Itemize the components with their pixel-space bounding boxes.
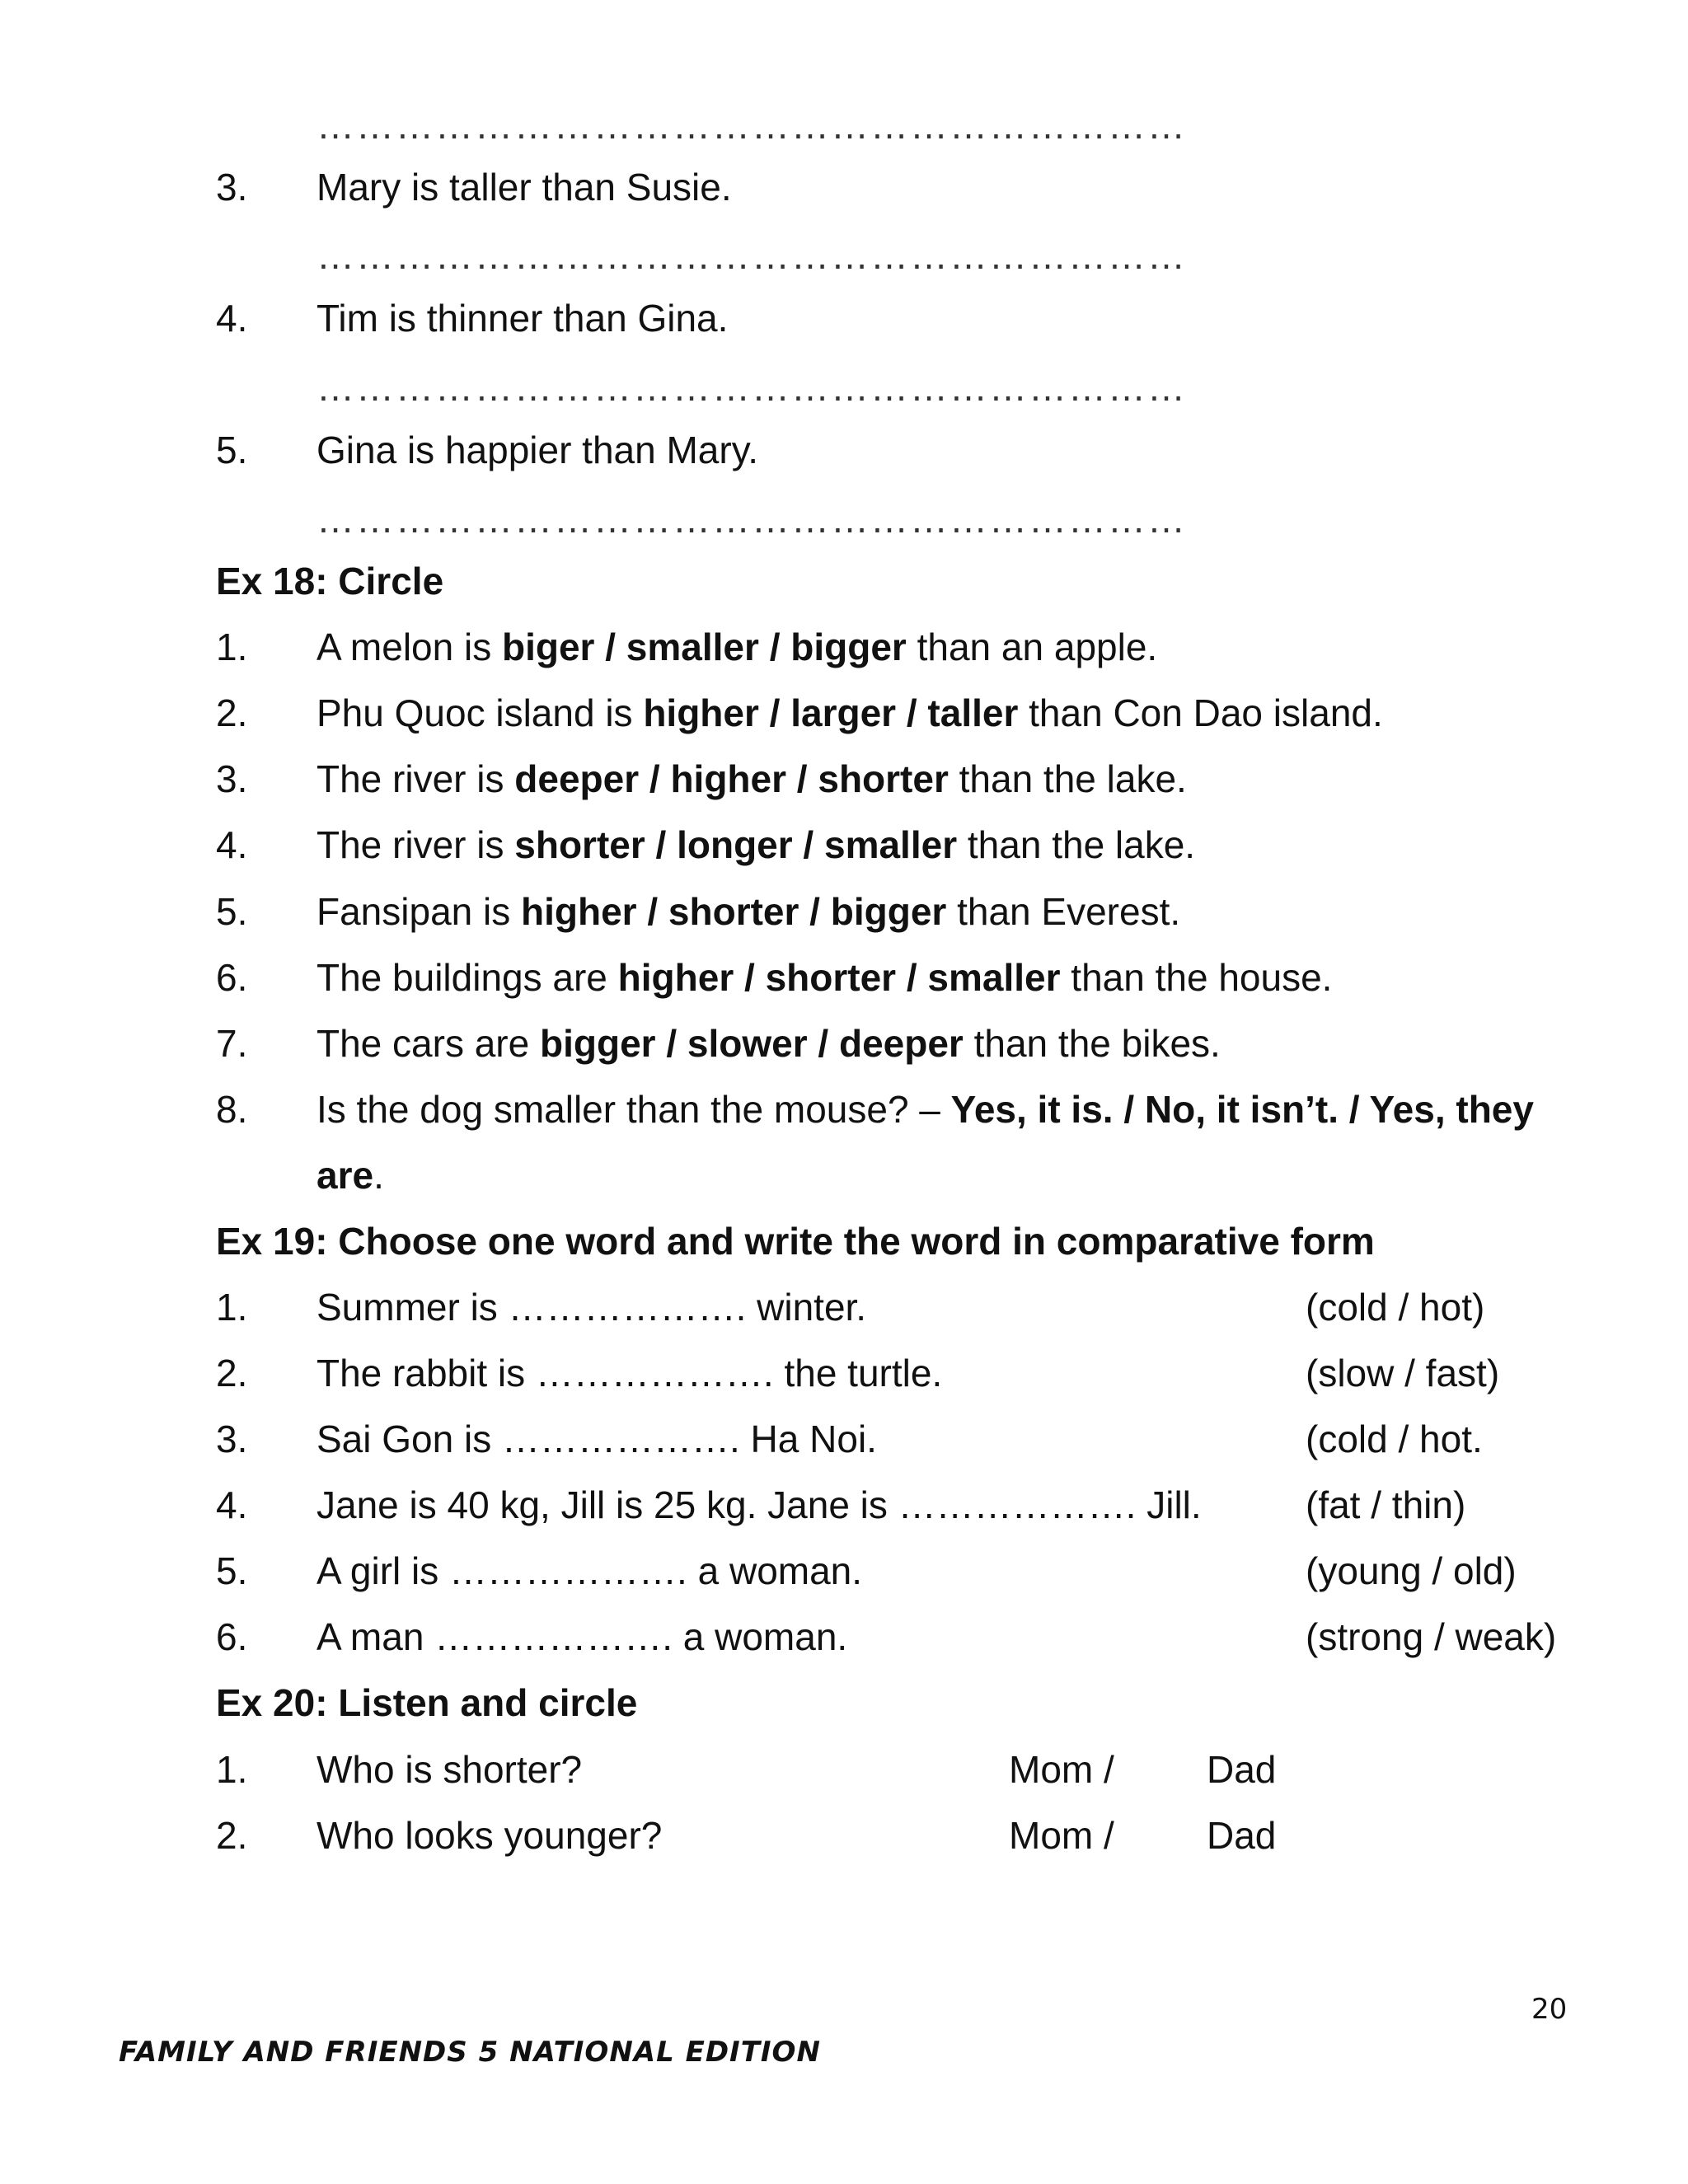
item-number: 6. xyxy=(216,1615,248,1658)
fill-blank-sentence[interactable]: A man ………………. a woman. xyxy=(316,1615,848,1658)
question: Who looks younger? xyxy=(316,1814,663,1857)
sentence-end: than an apple. xyxy=(906,626,1158,668)
sentence: Tim is thinner than Gina. xyxy=(316,297,729,340)
sentence-start: The cars are xyxy=(316,1022,540,1065)
item-number: 4. xyxy=(216,297,248,340)
sentence-end: than the house. xyxy=(1060,956,1333,999)
ex18-item-5 xyxy=(316,888,1180,935)
sentence-end: than the lake. xyxy=(948,757,1187,800)
ex20-heading: Ex 20: Listen and circle xyxy=(216,1681,638,1724)
sentence: Mary is taller than Susie. xyxy=(316,166,732,209)
circle-options[interactable]: bigger / slower / deeper xyxy=(540,1022,964,1065)
circle-options[interactable]: biger / smaller / bigger xyxy=(502,626,907,668)
fill-blank-sentence[interactable]: The rabbit is ………………. the turtle. xyxy=(316,1352,943,1394)
answer-line: ………………………………………………………… xyxy=(316,234,1187,277)
option-mom[interactable]: Mom / xyxy=(1009,1748,1114,1791)
item-number: 8. xyxy=(216,1088,248,1131)
word-hint: (cold / hot) xyxy=(1306,1286,1485,1329)
item-number: 7. xyxy=(216,1022,248,1065)
fill-blank-sentence[interactable]: A girl is ………………. a woman. xyxy=(316,1549,863,1592)
answer-line: ………………………………………………………… xyxy=(316,104,1187,147)
ex18-item-7 xyxy=(316,1019,1221,1067)
footer-title: FAMILY AND FRIENDS 5 NATIONAL EDITION xyxy=(119,2036,821,2069)
sentence-start: The buildings are xyxy=(316,956,618,999)
ex18-item-8 xyxy=(316,1085,1534,1133)
item-number: 3. xyxy=(216,1418,248,1460)
sentence-start: Phu Quoc island is xyxy=(316,691,644,734)
ex18-item-4 xyxy=(316,821,1195,869)
circle-options[interactable]: higher / shorter / smaller xyxy=(617,956,1061,999)
ex19-heading: Ex 19: Choose one word and write the word in comparative form xyxy=(216,1220,1375,1263)
ex18-heading: Ex 18: Circle xyxy=(216,560,444,602)
ex18-item-2 xyxy=(316,689,1383,737)
item-number: 5. xyxy=(216,429,248,471)
item-number: 3. xyxy=(216,166,248,209)
item-number: 4. xyxy=(216,823,248,866)
ex18-item-3 xyxy=(316,755,1187,803)
sentence-start: The river is xyxy=(316,823,515,866)
circle-options[interactable]: Yes, it is. / No, it isn’t. / Yes, they xyxy=(950,1088,1534,1131)
sentence-end: than Con Dao island. xyxy=(1018,691,1383,734)
ex18-item-6 xyxy=(316,954,1332,1001)
item-number: 2. xyxy=(216,1352,248,1394)
item-number: 5. xyxy=(216,1549,248,1592)
fill-blank-sentence[interactable]: Summer is ………………. winter. xyxy=(316,1286,867,1329)
circle-options[interactable]: are xyxy=(316,1154,374,1197)
question: Who is shorter? xyxy=(316,1748,583,1791)
item-number: 1. xyxy=(216,626,248,668)
sentence-end: than Everest. xyxy=(946,890,1181,933)
circle-options[interactable]: higher / shorter / bigger xyxy=(521,890,947,933)
sentence: Gina is happier than Mary. xyxy=(316,429,759,471)
fill-blank-sentence[interactable]: Jane is 40 kg, Jill is 25 kg. Jane is ………………. Jill. xyxy=(316,1483,1202,1526)
ex18-item-1 xyxy=(316,623,1157,671)
sentence-end: than the bikes. xyxy=(963,1022,1221,1065)
item-number: 5. xyxy=(216,890,248,933)
word-hint: (strong / weak) xyxy=(1306,1615,1557,1658)
sentence-start: A melon is xyxy=(316,626,502,668)
circle-options[interactable]: deeper / higher / shorter xyxy=(514,757,949,800)
item-number: 4. xyxy=(216,1483,248,1526)
circle-options[interactable]: shorter / longer / smaller xyxy=(514,823,958,866)
item-number: 3. xyxy=(216,757,248,800)
sentence-start: The river is xyxy=(316,757,515,800)
sentence-start: Is the dog smaller than the mouse? – xyxy=(316,1088,951,1131)
item-number: 6. xyxy=(216,956,248,999)
option-dad[interactable]: Dad xyxy=(1207,1814,1277,1857)
word-hint: (young / old) xyxy=(1306,1549,1517,1592)
circle-options[interactable]: higher / larger / taller xyxy=(643,691,1019,734)
answer-line: ………………………………………………………… xyxy=(316,498,1187,541)
sentence-end: than the lake. xyxy=(957,823,1196,866)
sentence-end: . xyxy=(373,1154,384,1197)
option-dad[interactable]: Dad xyxy=(1207,1748,1277,1791)
item-number: 1. xyxy=(216,1286,248,1329)
option-mom[interactable]: Mom / xyxy=(1009,1814,1114,1857)
sentence-start: Fansipan is xyxy=(316,890,522,933)
item-number: 2. xyxy=(216,691,248,734)
word-hint: (cold / hot. xyxy=(1306,1418,1483,1460)
fill-blank-sentence[interactable]: Sai Gon is ………………. Ha Noi. xyxy=(316,1418,877,1460)
page-number: 20 xyxy=(1531,1993,1568,2026)
answer-line: ………………………………………………………… xyxy=(316,366,1187,409)
item-number: 1. xyxy=(216,1748,248,1791)
item-number: 2. xyxy=(216,1814,248,1857)
ex18-item-8-continued xyxy=(316,1151,384,1199)
word-hint: (fat / thin) xyxy=(1306,1483,1466,1526)
word-hint: (slow / fast) xyxy=(1306,1352,1500,1394)
